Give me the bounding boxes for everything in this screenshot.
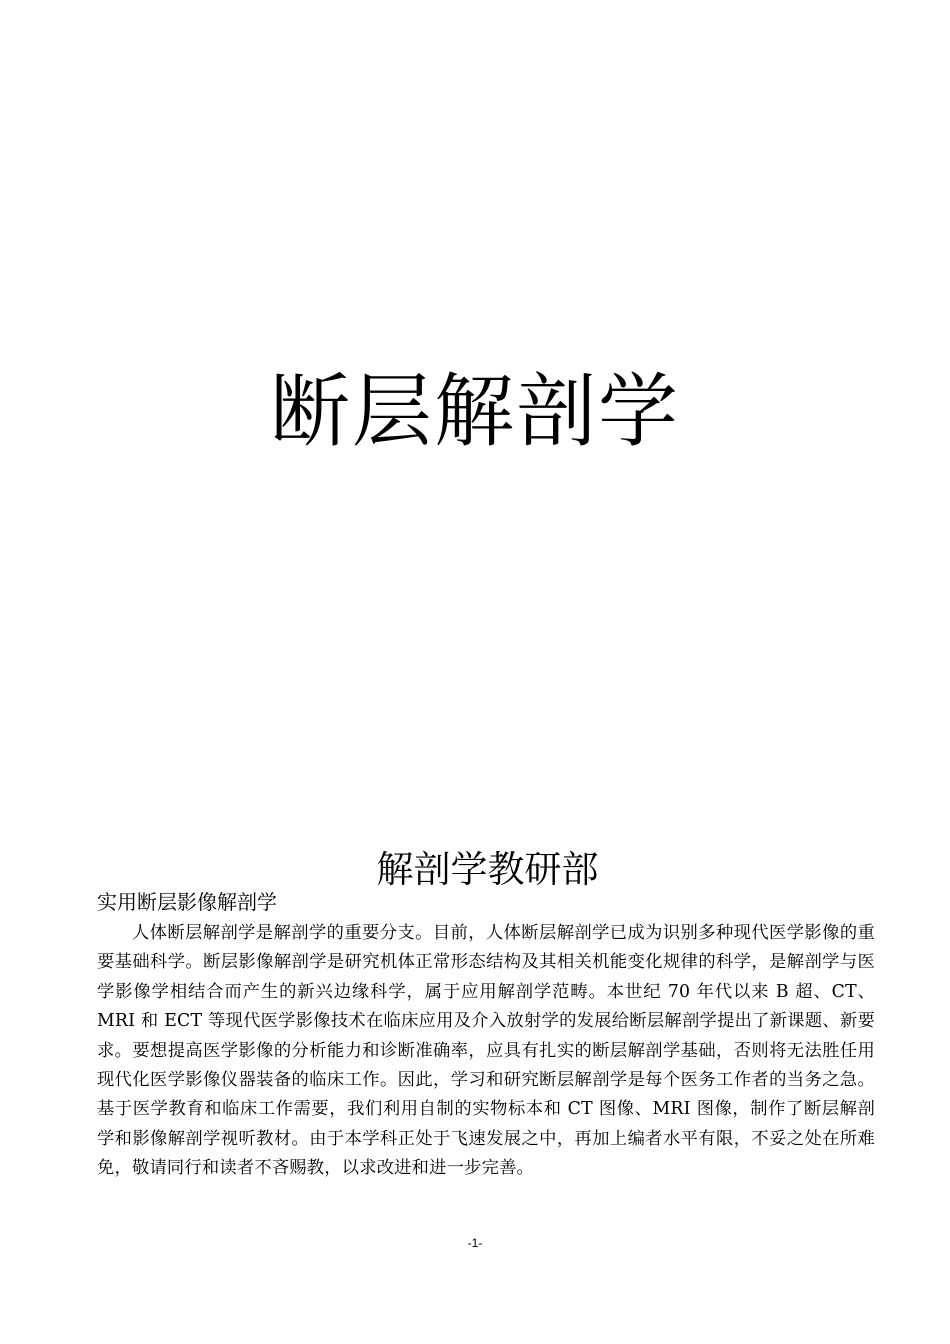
department-name: 解剖学教研部	[376, 848, 599, 891]
body-paragraph: 人体断层解剖学是解剖学的重要分支。目前，人体断层解剖学已成为识别多种现代医学影像的重要基础科学。断层影像解剖学是研究机体正常形态结构及其相关机能变化规律的科学，是解剖学与医学影像学相结合而产生的新兴边缘科学，属于应用解剖学范畴。本世纪 70 年代以来 B 超、CT、MRI 和 ECT 等现代医学影像技术在临床应用及介入放射学的发展给断层解剖学提出了新课题、新要求。要想提高医学影像的分析能力和诊断准确率，应具有扎实的断层解剖学基础，否则将无法胜任用现代化医学影像仪器装备的临床工作。因此，学习和研究断层解剖学是每个医务工作者的当务之急。基于医学教育和临床工作需要，我们利用自制的实物标本和 CT 图像、MRI 图像，制作了断层解剖学和影像解剖学视听教材。由于本学科正处于飞速发展之中，再加上编者水平有限，不妥之处在所难免，敬请同行和读者不吝赐教，以求改进和进一步完善。	[97, 923, 875, 1179]
section-heading: 实用断层影像解剖学	[97, 890, 277, 914]
document-title: 断层解剖学	[270, 365, 680, 458]
page-number: -1-	[467, 1236, 483, 1250]
